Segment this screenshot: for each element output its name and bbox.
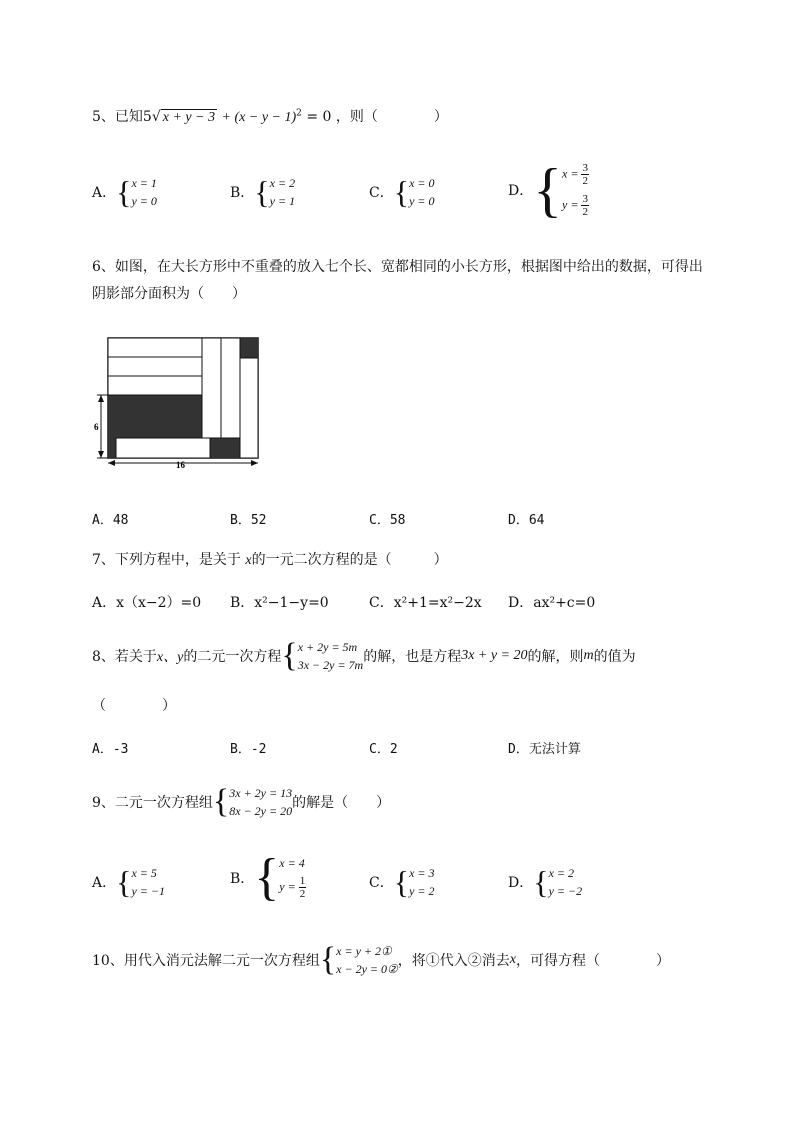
q10-stem: 10、用代入消元法解二元一次方程组 { x = y + 2① x − 2y = 0② ，将①代入②消去 x ，可得方程（ ） — [92, 941, 670, 978]
q6-figure — [92, 330, 267, 470]
small-rect-h3 — [108, 376, 202, 395]
q8-stem: 8、若关于 x、y 的二元一次方程 { x + 2y = 5m 3x − 2y = 7m 的解，也是方程 3x + y = 20 的解，则 m 的值为 — [92, 637, 636, 674]
q8-option-a[interactable]: A．-3 — [92, 742, 129, 757]
q6-option-d[interactable]: D．64 — [508, 513, 545, 528]
shaded-region-bottom-left — [108, 438, 116, 458]
q5-option-d[interactable]: D． { x = $\frac{3}{2}$ y = $\frac{3}{2}$ — [508, 157, 588, 223]
q7-stem: 7、下列方程中，是关于 x的一元二次方程的是（ ） — [92, 552, 448, 568]
small-rect-v3 — [240, 358, 258, 458]
q9-option-a[interactable]: A． { x = 5 y = −1 — [92, 864, 166, 900]
q5-option-a[interactable]: A． { x = 1 y = 0 — [92, 174, 157, 210]
q5-option-b[interactable]: B． { x = 2 y = 1 — [230, 174, 296, 210]
q7-option-b[interactable]: B．x²−1−y=0 — [230, 595, 329, 611]
q6-option-c[interactable]: C．58 — [369, 513, 406, 528]
height-label: 6 — [94, 422, 99, 432]
q6-stem-line1: 6、如图，在大长方形中不重叠的放入七个长、宽都相同的小长方形，根据图中给出的数据，可得出 — [92, 259, 703, 275]
q7-option-c[interactable]: C．x²+1=x²−2x — [369, 595, 482, 611]
q8-answer-paren: （ ） — [92, 698, 176, 714]
q7-option-d[interactable]: D．ax²+c=0 — [508, 595, 596, 611]
shaded-region-top-right — [240, 338, 258, 358]
shaded-region-bottom-right — [210, 438, 240, 458]
q8-option-b[interactable]: B．-2 — [230, 742, 267, 757]
q5-radicand: x + y − 3 — [162, 110, 216, 125]
small-rect-v1 — [202, 338, 221, 438]
small-rect-h2 — [108, 357, 202, 376]
small-rect-v2 — [221, 338, 240, 438]
q9-stem: 9、二元一次方程组 { 3x + 2y = 13 8x − 2y = 20 的解是（ ） — [92, 783, 391, 820]
q6-option-b[interactable]: B．52 — [230, 513, 267, 528]
q5-stem: 5、已知5√ $x + y - 3 + (x - y - 1)^2 = 0$ ，则（ ） — [92, 108, 448, 125]
q5-option-c[interactable]: C． { x = 0 y = 0 — [369, 174, 435, 210]
q9-option-c[interactable]: C． { x = 3 y = 2 — [369, 864, 435, 900]
q8-option-d[interactable]: D．无法计算 — [508, 742, 581, 757]
q6-stem-line2: 阴影部分面积为（ ） — [92, 286, 246, 302]
q9-option-d[interactable]: D． { x = 2 y = −2 — [508, 864, 583, 900]
shaded-region-left — [108, 395, 202, 438]
width-label: 16 — [176, 460, 185, 470]
q9-option-b[interactable]: B． { x = 4 y = $\frac{1}{2}$ — [230, 849, 306, 906]
q7-option-a[interactable]: A．x（x−2）=0 — [92, 595, 202, 611]
q6-option-a[interactable]: A．48 — [92, 513, 129, 528]
small-rect-bottom — [116, 438, 210, 458]
q8-option-c[interactable]: C．2 — [369, 742, 398, 757]
small-rect-h1 — [108, 338, 202, 357]
